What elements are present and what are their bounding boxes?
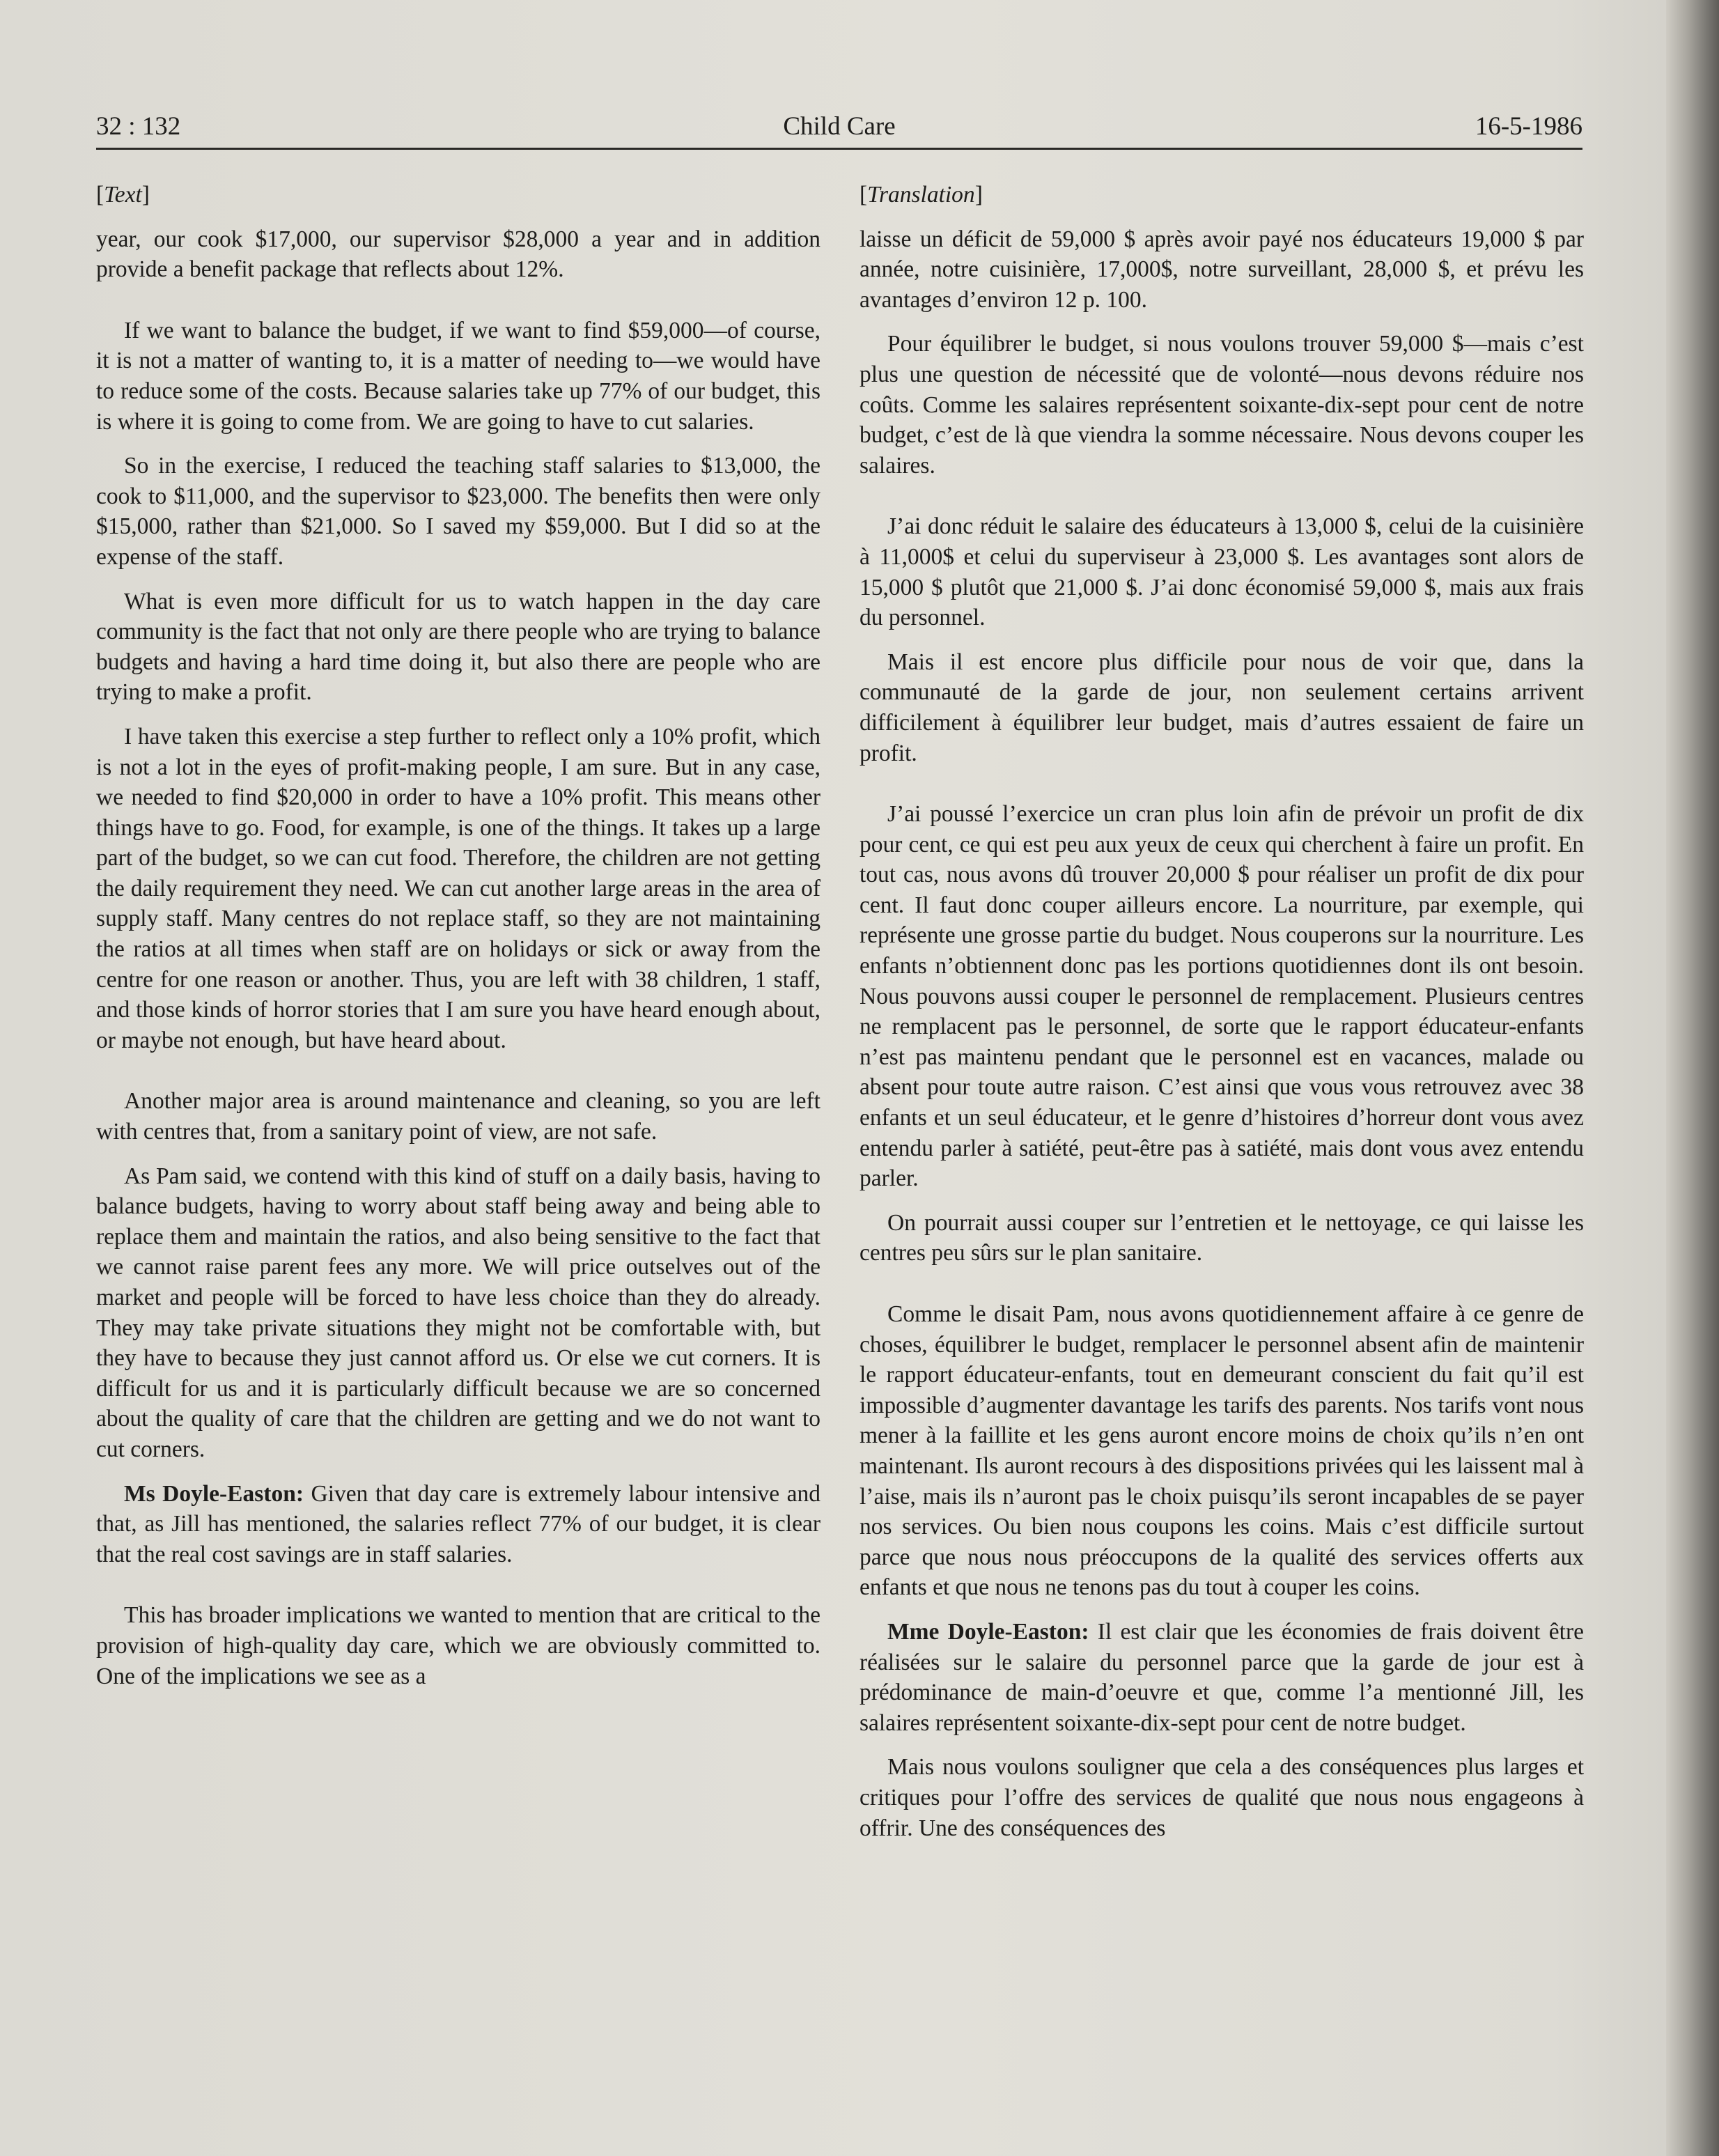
speaker-statement: Il est clair que les économies de frais doivent être réalisées sur le salaire du personnel parce que la garde de jour est à prédominance de main-d’oeuvre et que, comme l’a mentionné Jill, les salaires représentent soixante-dix-sept pour cent de notre budget. [859,1618,1584,1736]
book-spine-shadow [1666,0,1719,2156]
french-paragraph-2: Pour équilibrer le budget, si nous voulons trouver 59,000 $—mais c’est plus une question de nécessité que de volonté—nous devons réduire nos coûts. Comme les salaires représentent soixante-dix-sept pour cent de notre budget, c’est de là que viendra la somme nécessaire. Nous devons couper les salaires. [859,331,1584,479]
french-paragraph-1: laisse un déficit de 59,000 $ après avoir payé nos éducateurs 19,000 $ par année, notre cuisinière, 17,000$, notre surveillant, 28,000 $, et prévu les avantages d’environ 12 p. 100. [859,226,1584,313]
french-paragraph-3: J’ai donc réduit le salaire des éducateurs à 13,000 $, celui de la cuisinière à 11,000$ et celui du superviseur à 23,000 $. Les avantages sont alors de 15,000 $ plutôt que 21,000 $. J’ai donc économisé 59,000 $, mais aux frais du personnel. [859,513,1584,631]
speaker-name: Mme Doyle-Easton: [887,1618,1089,1645]
english-paragraph-7: As Pam said, we contend with this kind of stuff on a daily basis, having to balance budgets, having to worry about staff being away and being able to replace them and maintain the ratios, and also being sensitive to the fact that we cannot raise parent fees any more. We will price outselves out of the market and people will be forced to have less choice than they do already. They may take private situations they might not be comfortable with, but they have to because they just cannot afford us. Or else we cut corners. It is difficult for us and it is particularly difficult because we are so concerned about the quality of care that the children are getting and we do not want to cut corners. [96,1163,820,1462]
english-paragraph-5: I have taken this exercise a step further to reflect only a 10% profit, which is not a lot in the eyes of profit-making people, I am sure. But in any case, we needed to find $20,000 in order to have a 10% profit. This means other things have to go. Food, for example, is one of the things. It takes up a large part of the budget, so we can cut food. Therefore, the children are not getting the daily requirement they need. We can cut another large areas in the area of supply staff. Many centres do not replace staff, so they are not maintaining the ratios at all times when staff are on holidays or sick or away from the centre for one reason or another. Thus, you are left with 38 children, 1 staff, and those kinds of horror stories that I am sure you have heard enough about, or maybe not enough, but have heard about. [96,723,820,1053]
speaker-statement: Given that day care is extremely labour intensive and that, as Jill has mentioned, the salaries reflect 77% of our budget, it is clear that the real cost savings are in staff salaries. [96,1480,820,1567]
french-paragraph-4: Mais il est encore plus difficile pour nous de voir que, dans la communauté de la garde de jour, non seulement certains arrivent difficilement à équilibrer leur budget, mais d’autres essaient de faire un profit. [859,649,1584,766]
running-header [96,111,1582,150]
french-paragraph-8 [859,1617,1584,1738]
document-date: 16-5-1986 [1475,112,1582,141]
french-paragraph-5: J’ai poussé l’exercice un cran plus loin afin de prévoir un profit de dix pour cent, ce qui est peu aux yeux de ceux qui cherchent à faire un profit. En tout cas, nous avons dû trouver 20,000 $ pour réaliser un profit de dix pour cent. Il faut donc couper ailleurs encore. La nourriture, par exemple, qui représente une grosse partie du budget. Nous couperons sur la nourriture. Les enfants n’obtiennent donc pas les portions quotidiennes dont ils ont besoin. Nous pouvons aussi couper le personnel de remplacement. Plusieurs centres ne remplacent pas le personnel, de sorte que le rapport éducateur-enfants n’est pas maintenu pendant que le personnel est en vacances, malade ou absent pour toute autre raison. C’est ainsi que vous vous retrouvez avec 38 enfants et un seul éducateur, et le genre d’histoires d’horreur dont vous avez entendu parler à satiété, peut-être pas à satiété, mais dont vous avez entendu parler. [859,801,1584,1192]
french-column [859,180,1584,1857]
english-paragraph-6: Another major area is around maintenance and cleaning, so you are left with centres that, from a sanitary point of view, are not safe. [96,1088,820,1145]
page-reference: 32 : 132 [96,112,181,141]
french-paragraph-7: Comme le disait Pam, nous avons quotidiennement affaire à ce genre de choses, équilibrer le budget, remplacer le personnel absent afin de maintenir le rapport éducateur-enfants, tout en demeurant conscient du fait qu’il est impossible d’augmenter davantage les tarifs des parents. Nos tarifs vont nous mener à la faillite et les gens auront encore moins de choix qu’ils n’en ont maintenant. Ils auront recours à des dispositions privées qui les laissent mal à l’aise, mais ils n’auront pas le choix puisqu’ils seront incapables de se payer nos services. Ou bien nous coupons les coins. Mais c’est difficile surtout parce que nous nous préoccupons de la qualité des services offerts aux enfants et que nous ne tenons pas du tout à couper les coins. [859,1301,1584,1601]
english-paragraph-4: What is even more difficult for us to watch happen in the day care community is the fact that not only are there people who are trying to balance budgets and having a hard time doing it, but also there are people who are trying to make a profit. [96,588,821,706]
french-column-label: [Translation] [859,182,983,208]
header-rule [96,148,1582,150]
english-paragraph-1: year, our cook $17,000, our supervisor $28,000 a year and in addition provide a benefit package that reflects about 12%. [96,226,820,283]
english-column [96,180,820,1705]
english-paragraph-3: So in the exercise, I reduced the teaching staff salaries to $13,000, the cook to $11,000, and the supervisor to $23,000. The benefits then were only $15,000, rather than $21,000. So I saved my $59,000. But I did so at the expense of the staff. [96,453,820,570]
speaker-name: Ms Doyle-Easton: [124,1480,304,1507]
french-paragraph-6: On pourrait aussi couper sur l’entretien et le nettoyage, ce qui laisse les centres peu sûrs sur le plan sanitaire. [859,1209,1584,1266]
english-column-label: [Text] [96,182,150,208]
english-paragraph-9: This has broader implications we wanted to mention that are critical to the provision of high-quality day care, which we are obviously committed to. One of the implications we see as a [96,1602,820,1689]
french-paragraph-9: Mais nous voulons souligner que cela a des conséquences plus larges et critiques pour l’offre des services de qualité que nous nous engageons à offrir. Une des conséquences des [859,1754,1584,1841]
english-paragraph-2: If we want to balance the budget, if we want to find $59,000—of course, it is not a matter of wanting to, it is a matter of needing to—we would have to reduce some of the costs. Because salaries take up 77% of our budget, this is where it is going to come from. We are going to have to cut salaries. [96,317,820,435]
document-title: Child Care [783,112,896,141]
english-paragraph-8 [96,1479,820,1570]
